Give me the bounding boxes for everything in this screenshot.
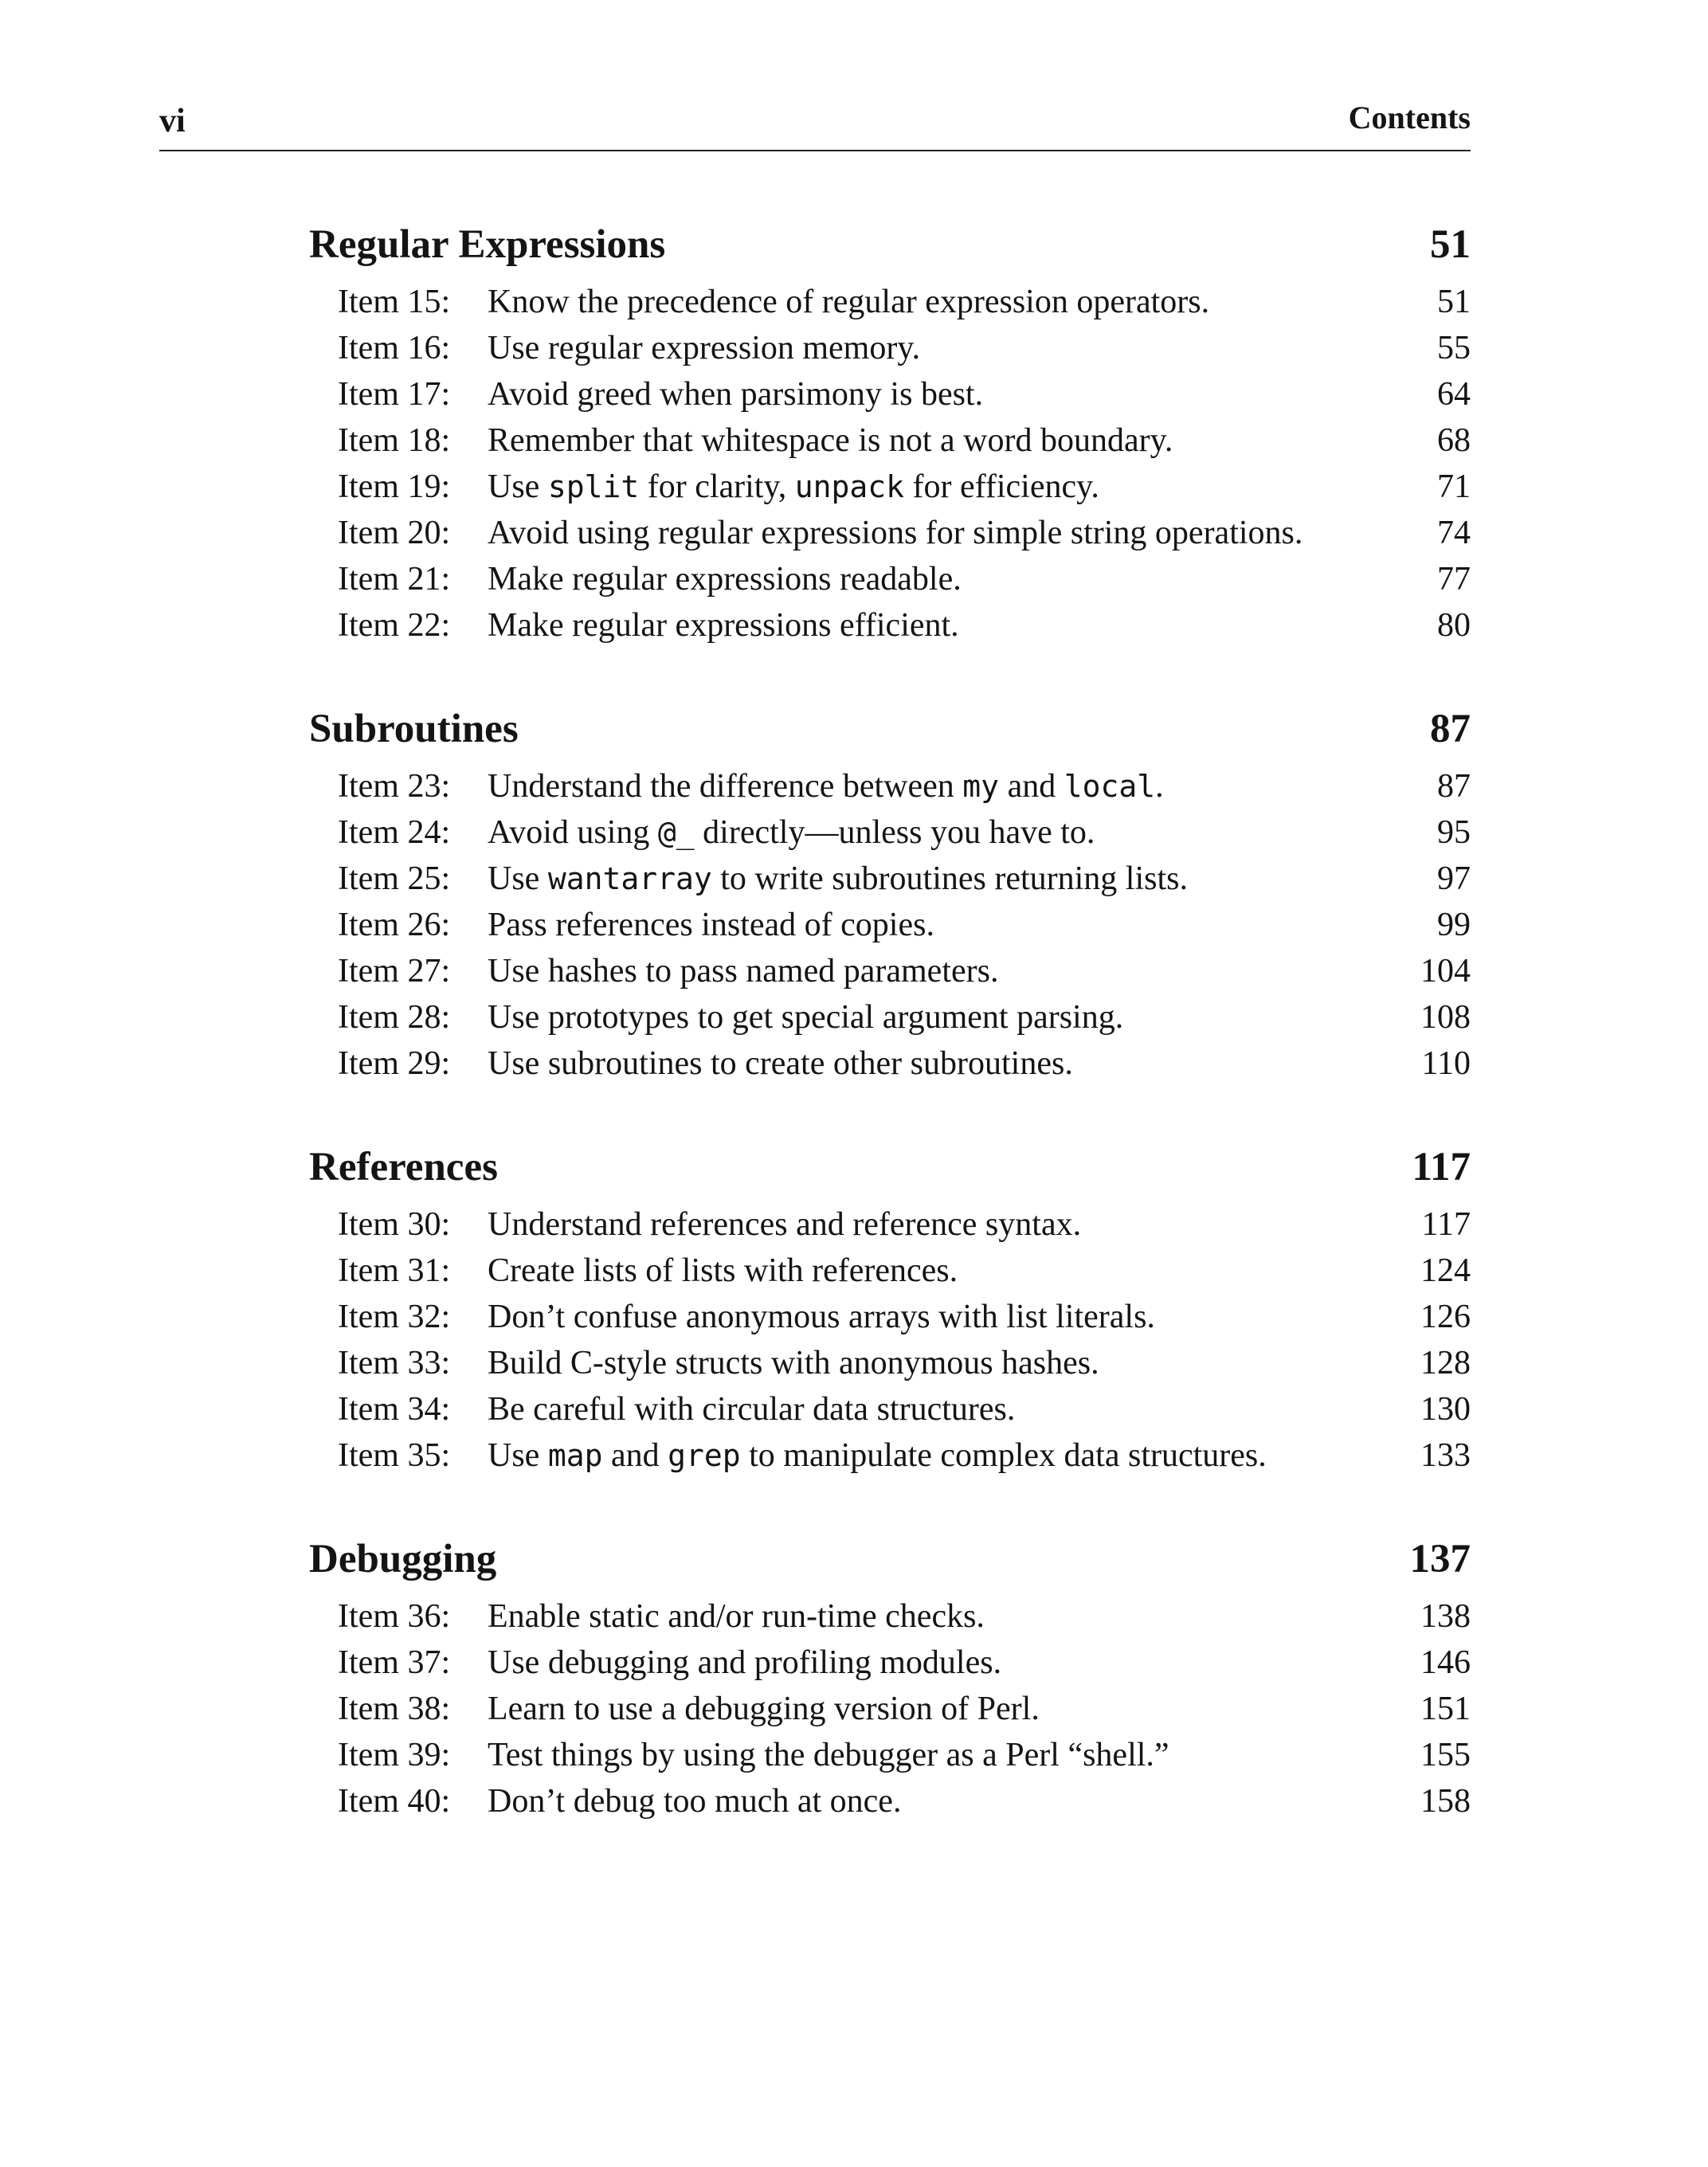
item-title (488, 905, 1340, 945)
item-number: Item 20: (338, 515, 451, 551)
item-title (488, 421, 1340, 460)
item-number: Item 17: (338, 376, 451, 413)
chapter-title: Regular Expressions (309, 222, 666, 267)
toc-item (338, 905, 1471, 945)
item-number: Item 22: (338, 607, 451, 644)
toc-item (338, 1343, 1471, 1383)
toc-chapter (309, 698, 1471, 1084)
code-keyword: @_ (657, 815, 695, 850)
item-title-text: Don’t confuse anonymous arrays with list literals. (488, 1299, 1155, 1335)
item-title (488, 766, 1340, 806)
item-page-number: 74 (1437, 515, 1471, 551)
item-title-text: Use prototypes to get special argument parsing. (488, 999, 1124, 1036)
item-title-text: Use regular expression memory. (488, 330, 921, 366)
item-number: Item 30: (338, 1206, 451, 1243)
toc-item (338, 1781, 1471, 1821)
item-number: Item 28: (338, 999, 451, 1036)
item-title-text: Use (488, 860, 548, 897)
toc-item (338, 766, 1471, 806)
item-title-text: and (602, 1437, 668, 1474)
item-page-number: 155 (1420, 1737, 1471, 1773)
code-keyword: my (962, 769, 1000, 804)
item-page-number: 151 (1420, 1691, 1471, 1727)
item-title-text: Avoid greed when parsimony is best. (488, 376, 984, 413)
item-page-number: 138 (1420, 1598, 1471, 1635)
item-number: Item 29: (338, 1045, 451, 1082)
item-title-text: Understand references and reference syntax. (488, 1206, 1082, 1243)
item-title (488, 1251, 1340, 1291)
item-title (488, 1343, 1340, 1383)
item-title (488, 1781, 1340, 1821)
chapter-title: Subroutines (309, 707, 519, 751)
item-number: Item 26: (338, 907, 451, 943)
item-title-text: for clarity, (639, 468, 795, 505)
chapter-heading (309, 1136, 1471, 1198)
item-number: Item 25: (338, 860, 451, 897)
item-title (488, 513, 1340, 553)
item-number: Item 19: (338, 468, 451, 505)
code-keyword: split (547, 469, 640, 504)
item-number: Item 18: (338, 422, 451, 459)
item-title (488, 813, 1340, 852)
toc-item (338, 859, 1471, 899)
item-page-number: 64 (1437, 376, 1471, 413)
chapter-page-number: 137 (1409, 1537, 1471, 1581)
item-title-text: Avoid using (488, 814, 658, 851)
toc-item (338, 813, 1471, 852)
item-number: Item 32: (338, 1299, 451, 1335)
item-title (488, 1297, 1340, 1337)
item-title (488, 1205, 1340, 1244)
item-title-text: Use hashes to pass named parameters. (488, 953, 999, 989)
code-keyword: map (547, 1438, 603, 1473)
item-title-text: for efficiency. (904, 468, 1099, 505)
item-page-number: 97 (1437, 860, 1471, 897)
toc-chapter (309, 1528, 1471, 1821)
item-page-number: 128 (1420, 1345, 1471, 1381)
toc-item (338, 467, 1471, 507)
item-title-text: Pass references instead of copies. (488, 907, 934, 943)
item-title (488, 374, 1340, 414)
item-title-text: Avoid using regular expressions for simple string operations. (488, 515, 1303, 551)
toc-item (338, 1735, 1471, 1775)
item-number: Item 35: (338, 1437, 451, 1474)
item-number: Item 27: (338, 953, 451, 989)
item-number: Item 21: (338, 561, 451, 598)
item-number: Item 23: (338, 768, 451, 805)
chapter-heading (309, 1528, 1471, 1590)
item-title-text: Understand the difference between (488, 768, 963, 805)
toc-item (338, 1689, 1471, 1729)
item-title-text: Use (488, 468, 548, 505)
item-page-number: 95 (1437, 814, 1471, 851)
item-title (488, 605, 1340, 645)
item-title-text: Remember that whitespace is not a word boundary. (488, 422, 1173, 459)
item-title (488, 1044, 1340, 1084)
item-title-text: Make regular expressions readable. (488, 561, 962, 598)
toc-item (338, 1389, 1471, 1429)
item-title (488, 1436, 1340, 1475)
item-title-text: to write subroutines returning lists. (711, 860, 1189, 897)
toc-item (338, 513, 1471, 553)
item-page-number: 146 (1420, 1644, 1471, 1681)
chapter-page-number: 51 (1430, 222, 1471, 267)
item-title (488, 1735, 1340, 1775)
item-title (488, 1643, 1340, 1683)
toc-item (338, 1597, 1471, 1636)
item-title-text: Create lists of lists with references. (488, 1252, 958, 1289)
item-number: Item 40: (338, 1783, 451, 1820)
toc-item (338, 951, 1471, 991)
item-title-text: Make regular expressions efficient. (488, 607, 959, 644)
item-page-number: 104 (1420, 953, 1471, 989)
item-title-text: Know the precedence of regular expression operators. (488, 284, 1210, 320)
item-page-number: 130 (1420, 1391, 1471, 1428)
toc-chapter (309, 214, 1471, 645)
running-title: Contents (1348, 100, 1471, 135)
item-page-number: 71 (1437, 468, 1471, 505)
toc-item (338, 1251, 1471, 1291)
item-page-number: 133 (1420, 1437, 1471, 1474)
toc-item (338, 421, 1471, 460)
running-head (159, 94, 1471, 151)
item-title-text: Test things by using the debugger as a Perl “shell.” (488, 1737, 1169, 1773)
item-title-text: Don’t debug too much at once. (488, 1783, 902, 1820)
code-keyword: local (1064, 769, 1156, 804)
item-title (488, 951, 1340, 991)
item-number: Item 36: (338, 1598, 451, 1635)
item-page-number: 51 (1437, 284, 1471, 320)
item-page-number: 55 (1437, 330, 1471, 366)
chapter-heading (309, 698, 1471, 760)
chapter-heading (309, 214, 1471, 276)
page-number: vi (159, 103, 186, 139)
code-keyword: grep (668, 1438, 741, 1473)
chapter-page-number: 117 (1412, 1145, 1471, 1189)
chapter-title: References (309, 1145, 498, 1189)
item-title-text: to manipulate complex data structures. (740, 1437, 1267, 1474)
item-title-text: and (999, 768, 1064, 805)
item-title-text: Use debugging and profiling modules. (488, 1644, 1002, 1681)
toc-item (338, 559, 1471, 599)
item-title (488, 328, 1340, 368)
item-title-text: directly—unless you have to. (694, 814, 1095, 851)
item-title-text: Learn to use a debugging version of Perl. (488, 1691, 1040, 1727)
item-title-text: Be careful with circular data structures. (488, 1391, 1016, 1428)
table-of-contents (309, 214, 1471, 1874)
toc-item (338, 1643, 1471, 1683)
item-page-number: 124 (1420, 1252, 1471, 1289)
item-page-number: 117 (1421, 1206, 1471, 1243)
toc-item (338, 328, 1471, 368)
item-number: Item 16: (338, 330, 451, 366)
item-title (488, 1689, 1340, 1729)
item-title (488, 559, 1340, 599)
item-page-number: 108 (1420, 999, 1471, 1036)
item-number: Item 37: (338, 1644, 451, 1681)
item-number: Item 38: (338, 1691, 451, 1727)
item-title (488, 997, 1340, 1037)
item-number: Item 39: (338, 1737, 451, 1773)
item-title (488, 1389, 1340, 1429)
item-number: Item 33: (338, 1345, 451, 1381)
item-page-number: 87 (1437, 768, 1471, 805)
item-page-number: 80 (1437, 607, 1471, 644)
item-title-text: Use subroutines to create other subroutines. (488, 1045, 1073, 1082)
item-title (488, 1597, 1340, 1636)
item-page-number: 68 (1437, 422, 1471, 459)
toc-chapter (309, 1136, 1471, 1475)
toc-item (338, 374, 1471, 414)
item-page-number: 158 (1420, 1783, 1471, 1820)
toc-item (338, 997, 1471, 1037)
toc-item (338, 1044, 1471, 1084)
toc-item (338, 1297, 1471, 1337)
item-title-text: . (1155, 768, 1164, 805)
toc-item (338, 1205, 1471, 1244)
item-page-number: 126 (1420, 1299, 1471, 1335)
code-keyword: unpack (794, 469, 905, 504)
toc-item (338, 282, 1471, 322)
item-page-number: 77 (1437, 561, 1471, 598)
item-number: Item 31: (338, 1252, 451, 1289)
item-title-text: Build C-style structs with anonymous hashes. (488, 1345, 1099, 1381)
item-title (488, 282, 1340, 322)
toc-item (338, 605, 1471, 645)
item-number: Item 15: (338, 284, 451, 320)
item-title-text: Use (488, 1437, 548, 1474)
item-title (488, 467, 1340, 507)
item-number: Item 24: (338, 814, 451, 851)
chapter-page-number: 87 (1430, 707, 1471, 751)
item-page-number: 99 (1437, 907, 1471, 943)
item-page-number: 110 (1421, 1045, 1471, 1082)
item-title-text: Enable static and/or run-time checks. (488, 1598, 985, 1635)
item-title (488, 859, 1340, 899)
toc-item (338, 1436, 1471, 1475)
chapter-title: Debugging (309, 1537, 497, 1581)
item-number: Item 34: (338, 1391, 451, 1428)
code-keyword: wantarray (547, 861, 712, 896)
